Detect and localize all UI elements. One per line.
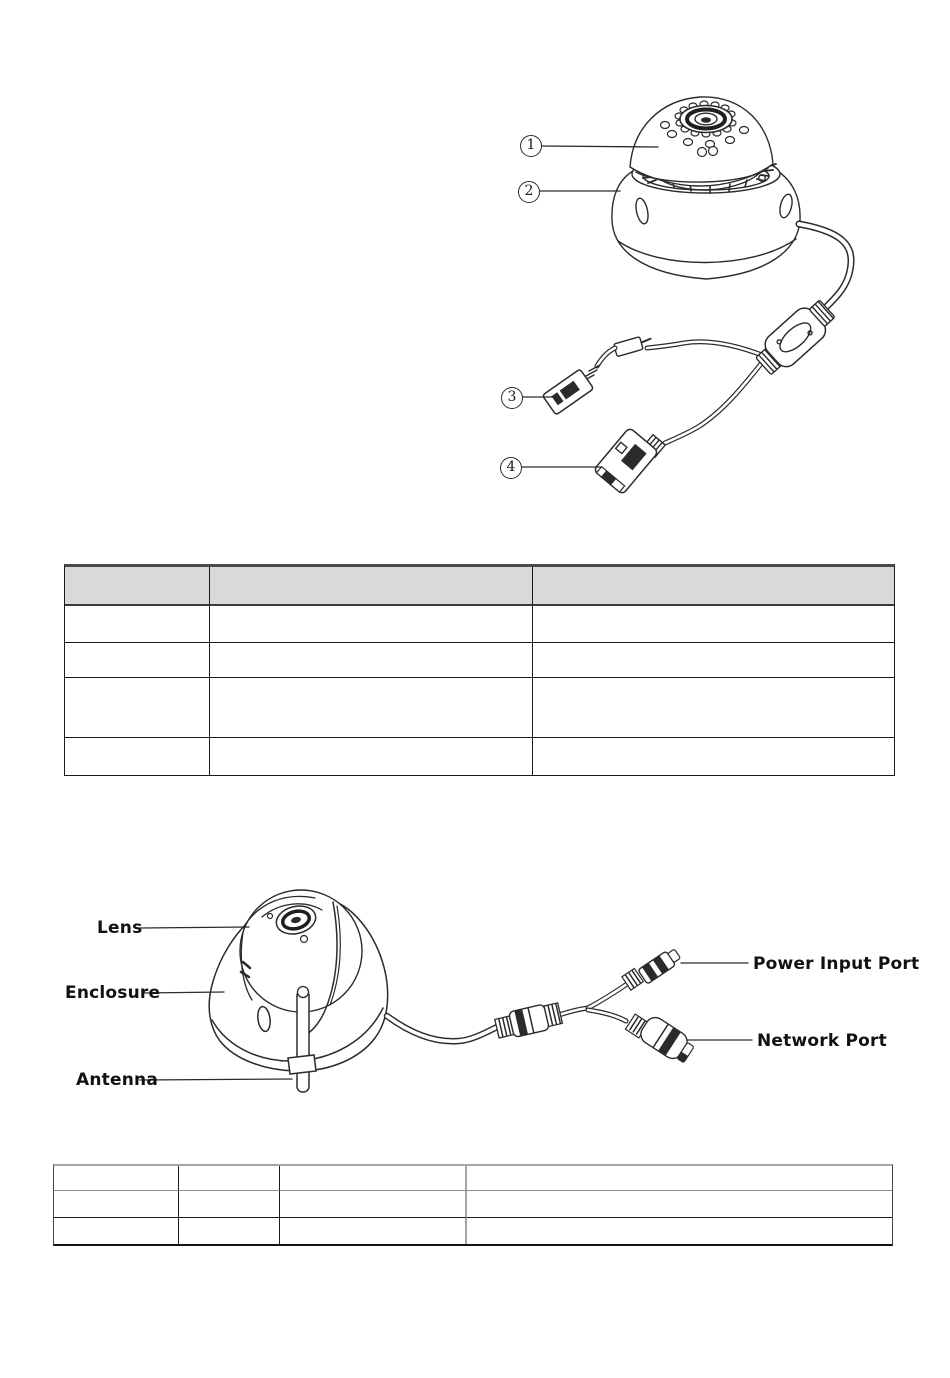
- antenna-label: Antenna: [76, 1070, 158, 1090]
- table1-cell: [210, 606, 533, 643]
- table2-cell: [54, 1218, 179, 1244]
- parts-table: [53, 1164, 893, 1246]
- table2-cell: [54, 1166, 179, 1191]
- component-table: [64, 564, 895, 776]
- lens-label: Lens: [97, 918, 143, 938]
- table1-header-cell: [533, 567, 894, 606]
- table1-cell: [65, 606, 210, 643]
- table2-cell: [280, 1166, 467, 1191]
- network-port-connector: [625, 1014, 696, 1066]
- table2-cell: [54, 1191, 179, 1218]
- table2-cell: [179, 1191, 280, 1218]
- table2-cell: [280, 1191, 467, 1218]
- table1-cell: [65, 643, 210, 678]
- table1-cell: [65, 678, 210, 738]
- table2-cell: [179, 1218, 280, 1244]
- table1-cell: [533, 606, 894, 643]
- figure2-labeled-camera-illustration: [140, 890, 752, 1092]
- table1-cell: [210, 643, 533, 678]
- table1-cell: [533, 643, 894, 678]
- table1-cell: [533, 678, 894, 738]
- power-pigtail: [542, 334, 652, 415]
- table1-cell: [533, 738, 894, 775]
- table2-cell: [179, 1166, 280, 1191]
- inline-connector: [494, 1001, 563, 1041]
- callout-1: 1: [520, 135, 542, 157]
- table1-cell: [65, 738, 210, 775]
- table2-cell: [280, 1218, 467, 1244]
- callout-3: 3: [501, 387, 523, 409]
- network-pigtail: [593, 427, 665, 494]
- cable-splitter: [751, 295, 840, 380]
- table1-header-cell: [65, 567, 210, 606]
- table1-cell: [210, 738, 533, 775]
- power-input-port-label: Power Input Port: [753, 954, 920, 974]
- figure1-dome-camera-illustration: [520, 97, 851, 495]
- network-port-label: Network Port: [757, 1031, 887, 1051]
- table1-header-cell: [210, 567, 533, 606]
- table1-cell: [210, 678, 533, 738]
- table2-cell: [467, 1166, 892, 1191]
- callout-2: 2: [518, 181, 540, 203]
- power-input-port-connector: [622, 947, 682, 991]
- enclosure-label: Enclosure: [65, 983, 161, 1003]
- table2-cell: [467, 1191, 892, 1218]
- camera-lens: [680, 106, 732, 133]
- callout-4: 4: [500, 457, 522, 479]
- table2-cell: [467, 1218, 892, 1244]
